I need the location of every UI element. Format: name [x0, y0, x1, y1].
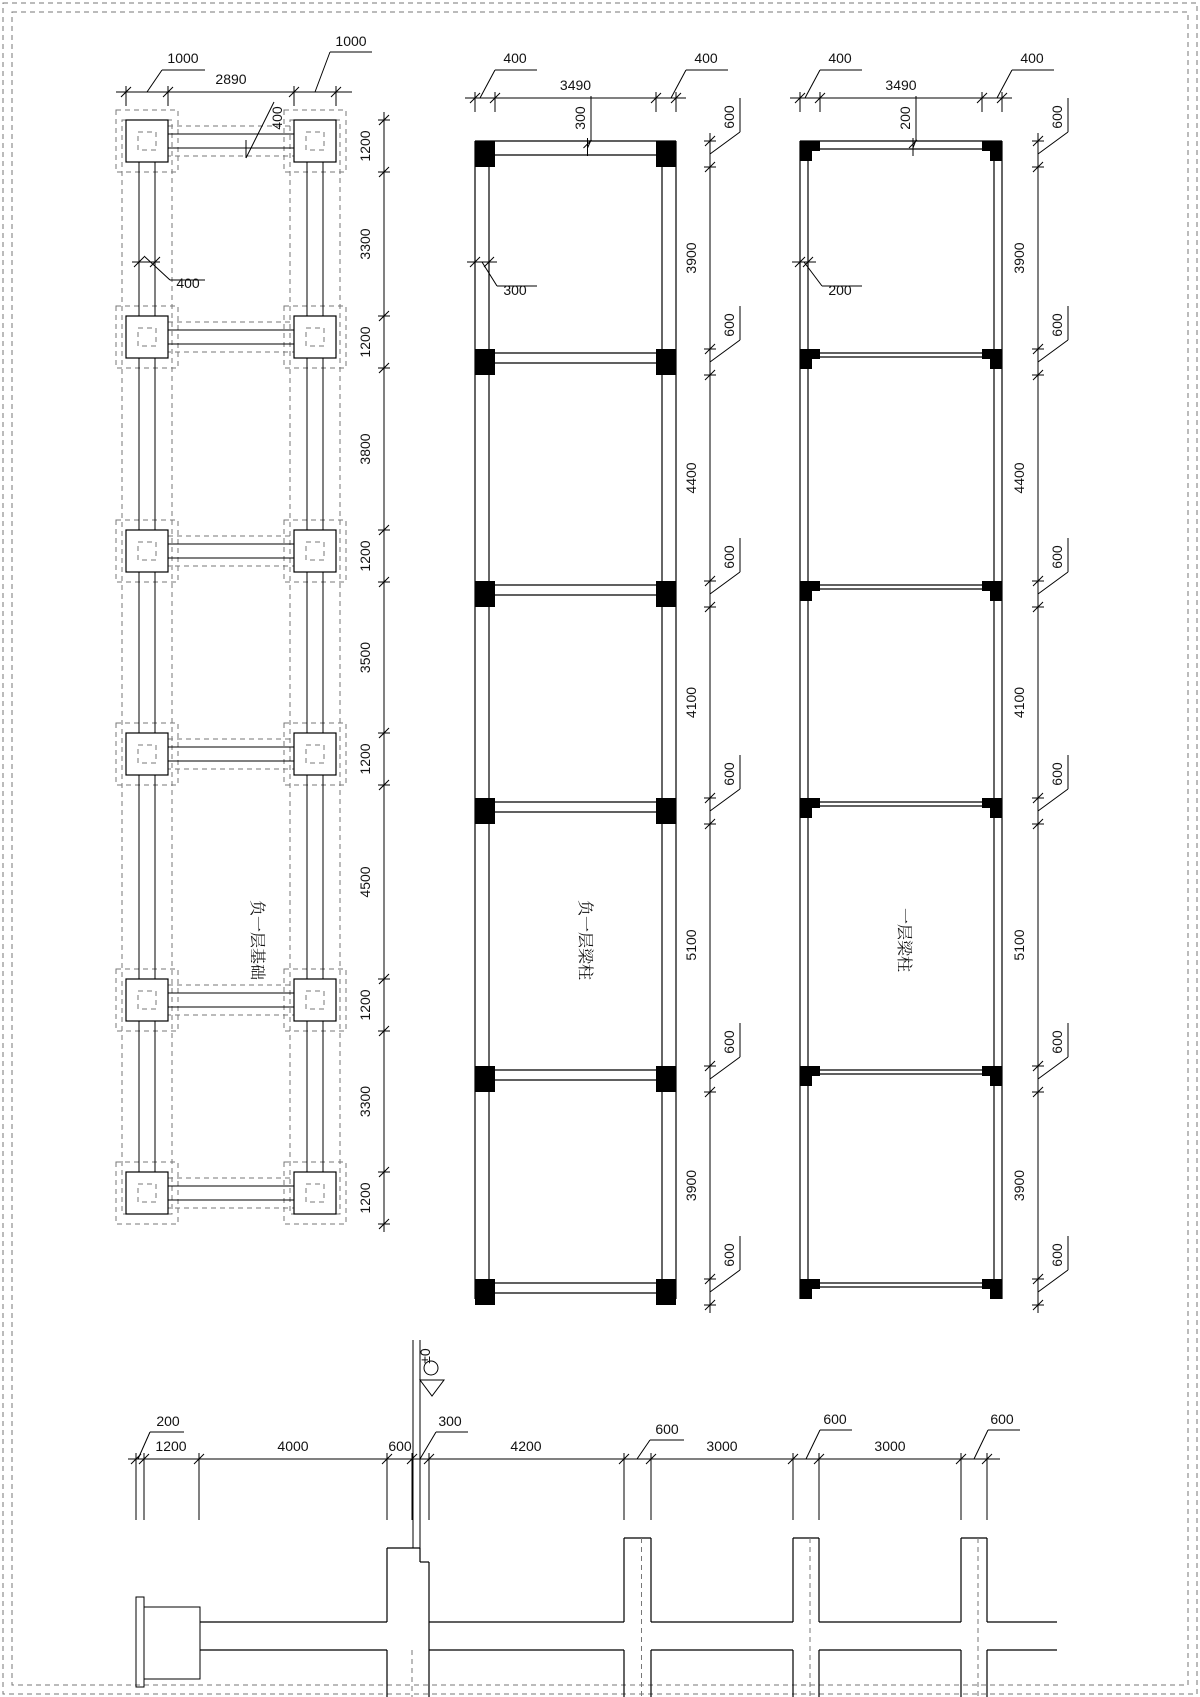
first-floor-beam-column-plan: [790, 50, 1068, 1313]
dimension-label: 2890: [215, 71, 247, 87]
column: [656, 798, 676, 824]
column: [475, 581, 495, 607]
dimension-label: 4100: [1011, 686, 1027, 719]
leader-line: [805, 70, 820, 98]
leader-line: [710, 1057, 740, 1079]
dimension-label: 1200: [357, 989, 373, 1021]
plan-title-first-floor-beam-column: 一层梁柱: [895, 907, 912, 973]
dimension-label: 600: [1049, 762, 1065, 786]
grade-beam: [139, 1021, 155, 1172]
dimension-label: 600: [823, 1411, 847, 1427]
footing-outline: [116, 1162, 178, 1224]
column-stub: [138, 991, 156, 1009]
pile-cap: [126, 1172, 168, 1214]
dimension-label: 600: [1049, 1030, 1065, 1054]
dimension-label: 200: [897, 106, 913, 130]
footing-outline: [116, 969, 178, 1031]
dimension-label: 4200: [510, 1438, 542, 1454]
dimension-label: 3900: [683, 242, 699, 274]
dimension-label: 3490: [885, 77, 917, 93]
dimension-label: 1200: [155, 1438, 187, 1454]
tie-beam: [168, 544, 294, 558]
column: [982, 141, 1002, 151]
column: [982, 798, 1002, 808]
leader-line: [806, 1430, 820, 1459]
footing-outline: [284, 110, 346, 172]
dimension-label: 5100: [1011, 929, 1027, 961]
footing-outline: [284, 1162, 346, 1224]
dimension-label: 300: [503, 282, 527, 298]
tie-beam-outline: [168, 985, 294, 1015]
footing-outline: [116, 306, 178, 368]
leader-line: [1038, 132, 1068, 154]
dimension-label: 600: [1049, 1243, 1065, 1267]
dimension-label: 400: [694, 50, 718, 66]
dimension-label: 200: [828, 282, 852, 298]
dimension-label: 600: [721, 762, 737, 786]
pile-cap: [294, 1172, 336, 1214]
column: [475, 349, 495, 375]
retaining-wall: [136, 1597, 144, 1687]
dimension-label: 4000: [277, 1438, 309, 1454]
strip-footing-outline: [290, 120, 340, 1214]
dimension-label: 4400: [1011, 462, 1027, 494]
dimension-label: 600: [1049, 545, 1065, 569]
grade-beam: [139, 162, 155, 316]
dimension-label: 400: [176, 275, 200, 291]
plan-title-basement-beam-column: 负一层梁柱: [576, 899, 593, 981]
dimension-label: 3300: [357, 1085, 373, 1118]
tie-beam: [168, 330, 294, 344]
grade-beam: [139, 572, 155, 733]
leader-line: [710, 132, 740, 154]
footing-outline: [284, 723, 346, 785]
leader-line: [1038, 1270, 1068, 1292]
column-stub: [138, 328, 156, 346]
dimension-label: 1000: [167, 50, 199, 66]
footing-outline: [284, 969, 346, 1031]
column: [656, 349, 676, 375]
dimension-label: 1200: [357, 540, 373, 572]
pile-cap: [126, 316, 168, 358]
dimension-label: 3490: [559, 77, 592, 93]
column: [800, 141, 820, 151]
tie-beam-outline: [168, 1178, 294, 1208]
column: [475, 1066, 495, 1092]
column: [982, 1066, 1002, 1076]
pile-cap: [294, 120, 336, 162]
basement-beam-column-plan: [465, 50, 740, 1313]
dimension-label: 3000: [874, 1438, 906, 1454]
dimension-label: 3500: [357, 641, 373, 674]
strip-footing-outline: [122, 120, 172, 1214]
column: [982, 349, 1002, 359]
dimension-label: 600: [1049, 313, 1065, 337]
grade-beam: [307, 775, 323, 979]
dimension-label: 600: [990, 1411, 1014, 1427]
pile-cap: [126, 733, 168, 775]
column: [800, 798, 820, 808]
dimension-label: 200: [156, 1413, 180, 1429]
grade-beam: [307, 1021, 323, 1172]
leader-line: [671, 70, 686, 98]
grade-beam: [307, 162, 323, 316]
column-stub: [306, 1184, 324, 1202]
tie-beam-outline: [168, 739, 294, 769]
dimension-label: 400: [828, 50, 852, 66]
column: [800, 349, 820, 359]
dimension-label: 600: [721, 1243, 737, 1267]
dimension-label: 1200: [357, 1182, 373, 1214]
footing-outline: [116, 520, 178, 582]
dimension-label: 4400: [683, 462, 699, 494]
column-stub: [138, 542, 156, 560]
column: [475, 1279, 495, 1305]
dimension-label: 5100: [683, 929, 699, 961]
pile-cap: [126, 979, 168, 1021]
tie-beam-outline: [168, 322, 294, 352]
tie-beam: [168, 993, 294, 1007]
leader-line: [997, 70, 1012, 98]
column-stub: [138, 745, 156, 763]
leader-line: [637, 1440, 650, 1459]
column-stub: [306, 328, 324, 346]
dimension-label: 600: [721, 105, 737, 129]
dimension-label: 3900: [1011, 1169, 1027, 1202]
leader-line: [710, 340, 740, 362]
grade-beam: [307, 572, 323, 733]
column-stub: [138, 132, 156, 150]
footing-outline: [284, 306, 346, 368]
dimension-label: 600: [655, 1421, 679, 1437]
dimension-label: 600: [721, 313, 737, 337]
grade-beam: [139, 775, 155, 979]
dimension-label: 600: [721, 545, 737, 569]
grade-beam: [307, 358, 323, 530]
footing-outline: [116, 723, 178, 785]
dimension-label: 4500: [357, 866, 373, 898]
dimension-label: 1200: [357, 130, 373, 162]
column: [982, 1279, 1002, 1289]
tie-beam: [168, 1186, 294, 1200]
dimension-label: 600: [721, 1030, 737, 1054]
dimension-label: 1000: [335, 33, 367, 49]
leader-line: [147, 70, 162, 92]
dimension-label: 3800: [357, 433, 373, 465]
level-triangle: [420, 1380, 444, 1396]
dimension-label: 3900: [1011, 242, 1027, 274]
pile-cap: [294, 733, 336, 775]
leader-line: [315, 52, 330, 92]
leader-line: [1038, 789, 1068, 811]
footing-outline: [284, 520, 346, 582]
column-stub: [306, 132, 324, 150]
pile-cap: [126, 530, 168, 572]
leader-line: [710, 572, 740, 594]
tie-beam-outline: [168, 536, 294, 566]
foundation-plan: [116, 33, 390, 1232]
leader-line: [804, 262, 822, 286]
plan-title-foundation: 负一层基础: [248, 899, 265, 981]
column: [800, 581, 820, 591]
leader-line: [1038, 572, 1068, 594]
dimension-label: 4100: [683, 686, 699, 719]
dimension-label: 300: [438, 1413, 462, 1429]
column: [800, 1279, 820, 1289]
footing-outline: [116, 110, 178, 172]
dimension-label: 3000: [706, 1438, 738, 1454]
pile-cap: [294, 530, 336, 572]
leader-line: [480, 70, 495, 98]
dimension-label: 3300: [357, 228, 373, 260]
tie-beam: [168, 134, 294, 148]
column-stub: [306, 542, 324, 560]
pile-cap: [294, 316, 336, 358]
leader-line: [710, 789, 740, 811]
leader-line: [1038, 1057, 1068, 1079]
dimension-label: 3900: [683, 1169, 699, 1202]
pile-cap: [126, 120, 168, 162]
dimension-label: 1200: [357, 326, 373, 358]
column: [475, 141, 495, 167]
leader-line: [1038, 340, 1068, 362]
section-elevation: [128, 1340, 1057, 1697]
column: [656, 1279, 676, 1305]
column-stub: [138, 1184, 156, 1202]
dimension-label: 600: [388, 1438, 412, 1454]
level-mark-label: ±0: [417, 1348, 433, 1364]
tie-beam: [168, 747, 294, 761]
column: [475, 798, 495, 824]
column: [800, 1066, 820, 1076]
dimension-label: 1200: [357, 743, 373, 775]
column: [656, 141, 676, 167]
column-stub: [306, 745, 324, 763]
leader-line: [974, 1430, 988, 1459]
dimension-label: 300: [572, 106, 588, 130]
dimension-label: 400: [269, 106, 285, 130]
foundation-block: [144, 1607, 200, 1679]
dimension-label: 400: [1020, 50, 1044, 66]
pile-cap: [294, 979, 336, 1021]
grade-beam: [139, 358, 155, 530]
column: [982, 581, 1002, 591]
dimension-label: 600: [1049, 105, 1065, 129]
dimension-label: 400: [503, 50, 527, 66]
column: [656, 581, 676, 607]
column: [656, 1066, 676, 1092]
column-stub: [306, 991, 324, 1009]
leader-line: [710, 1270, 740, 1292]
